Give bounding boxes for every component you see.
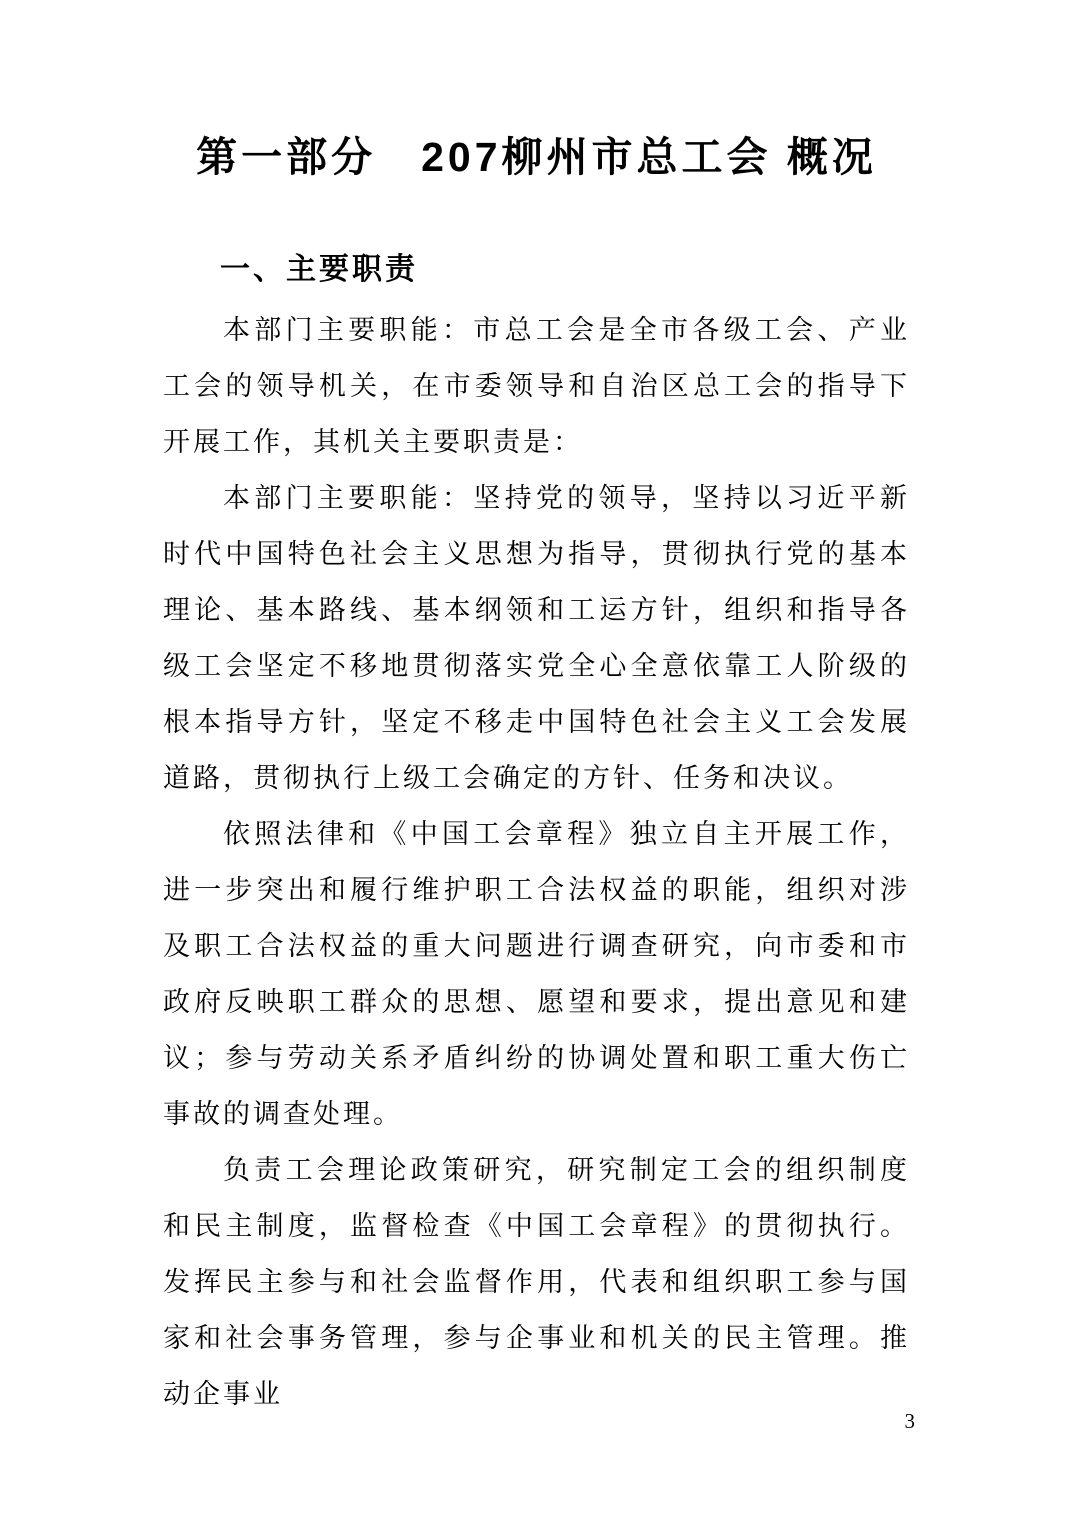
section-heading: 一、主要职责 [220,253,418,286]
paragraph-3: 依照法律和《中国工会章程》独立自主开展工作，进一步突出和履行维护职工合法权益的职能，组织对涉及职工合法权益的重大问题进行调查研究，向市委和市政府反映职工群众的思想、愿望和要求，提出意见和建议；参与劳动关系矛盾纠纷的协调处置和职工重大伤亡事故的调查处理。 [163,819,910,1129]
paragraph-4: 负责工会理论政策研究，研究制定工会的组织制度和民主制度，监督检查《中国工会章程》的贯彻执行。发挥民主参与和社会监督作用，代表和组织职工参与国家和社会事务管理，参与企事业和机关的民主管理。推动企事业 [163,1155,910,1409]
paragraph-2: 本部门主要职能：坚持党的领导，坚持以习近平新时代中国特色社会主义思想为指导，贯彻执行党的基本理论、基本路线、基本纲领和工运方针，组织和指导各级工会坚定不移地贯彻落实党全心全意依靠工人阶级的根本指导方针，坚定不移走中国特色社会主义工会发展道路，贯彻执行上级工会确定的方针、任务和决议。 [163,483,910,793]
page-number: 3 [904,1409,915,1433]
text-column [163,0,910,1422]
page-title: 第一部分 207柳州市总工会 概况 [196,134,877,180]
paragraph-1: 本部门主要职能：市总工会是全市各级工会、产业工会的领导机关，在市委领导和自治区总工会的指导下开展工作，其机关主要职责是： [163,315,910,457]
body-text [163,302,910,1422]
